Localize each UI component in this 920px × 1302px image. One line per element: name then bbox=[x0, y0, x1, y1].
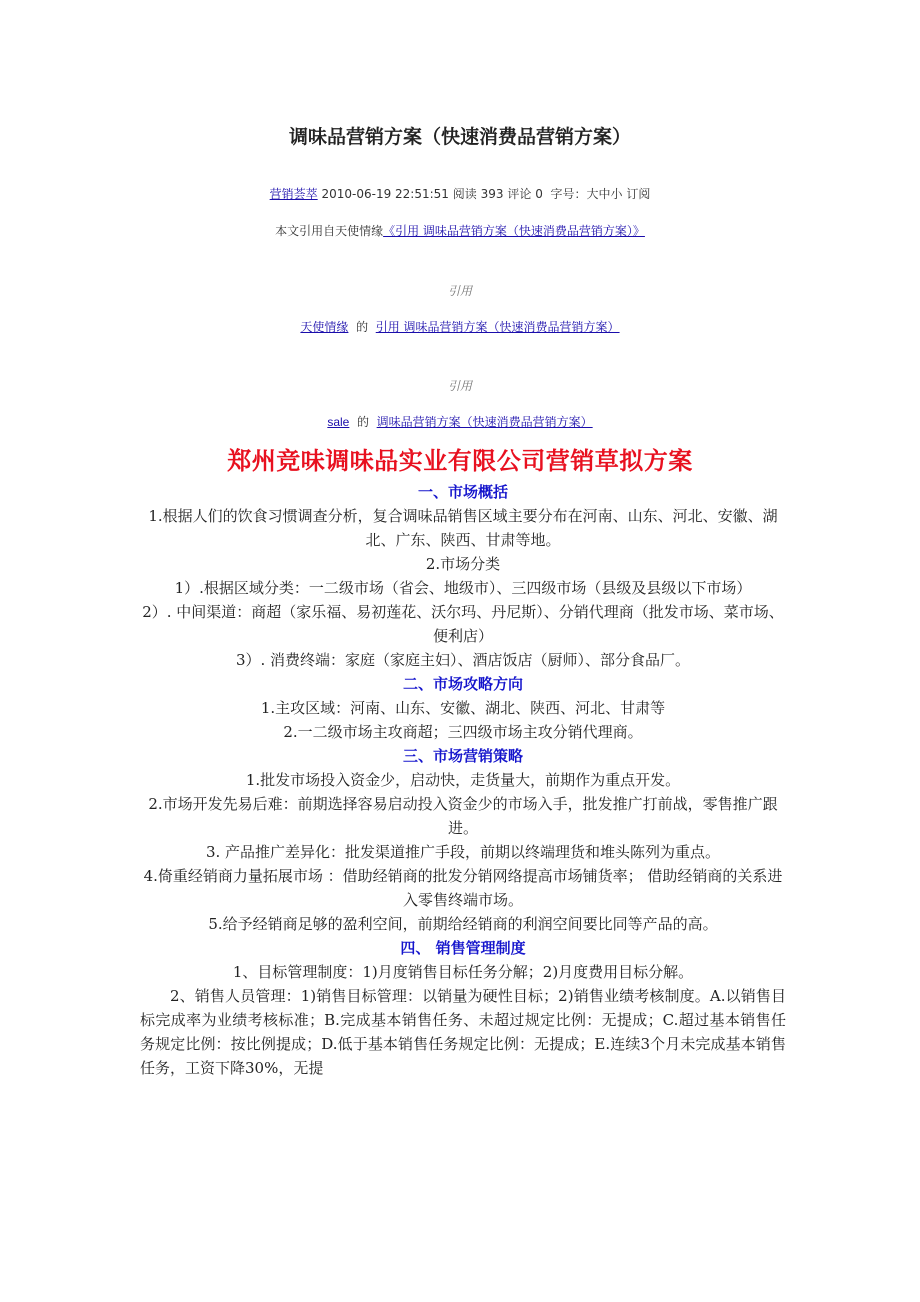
quote-of-1: 的 bbox=[356, 320, 369, 334]
section-heading: 三、市场营销策略 bbox=[402, 747, 523, 765]
quote-user-link-2[interactable]: sale bbox=[327, 415, 350, 429]
comment-count: 0 bbox=[535, 187, 543, 201]
quote-label-1: 引用 bbox=[447, 284, 472, 298]
quote-user-link-1[interactable]: 天使情缘 bbox=[300, 320, 349, 334]
paragraph: 2.一二级市场主攻商超；三四级市场主攻分销代理商。 bbox=[283, 723, 643, 741]
font-size-label: 字号： bbox=[550, 187, 587, 201]
quote-ref-2 bbox=[0, 413, 920, 430]
paragraph: 1、目标管理制度：1)月度销售目标任务分解；2)月度费用目标分解。 bbox=[232, 963, 694, 981]
paragraph: 2.市场分类 bbox=[425, 555, 501, 573]
paragraph: 1.主攻区域：河南、山东、安徽、湖北、陕西、河北、甘肃等 bbox=[260, 699, 666, 717]
paragraph: 5.给予经销商足够的盈利空间，前期给经销商的利润空间要比同等产品的高。 bbox=[208, 915, 718, 933]
paragraph: 2.市场开发先易后难：前期选择容易启动投入资金少的市场入手，批发推广打前战，零售推广跟进。 bbox=[148, 795, 778, 837]
paragraph: 1）.根据区域分类：一二级市场（省会、地级市）、三四级市场（县级及县级以下市场） bbox=[174, 579, 752, 597]
read-label: 阅读 bbox=[452, 187, 477, 201]
document-title: 郑州竞味调味品实业有限公司营销草拟方案 bbox=[227, 447, 693, 475]
author-link[interactable]: 营销荟萃 bbox=[269, 187, 318, 201]
paragraph: 4.倚重经销商力量拓展市场 ：借助经销商的批发分销网络提高市场铺货率； 借助经销商的关系进入零售终端市场。 bbox=[143, 867, 783, 909]
comment-label: 评论 bbox=[507, 187, 532, 201]
paragraph: 1.批发市场投入资金少，启动快，走货量大，前期作为重点开发。 bbox=[245, 771, 681, 789]
paragraph: 2、销售人员管理：1)销售目标管理：以销量为硬性目标；2)销售业绩考核制度。A.以销售目标完成率为业绩考核标准；B.完成基本销售任务、未超过规定比例：无提成；C.超过基本销售任务规定比例：按比例提成；D.低于基本销售任务规定比例：无提成；E.连续3个月未完成基本销售任务，工资下降30%，无提 bbox=[140, 987, 786, 1077]
paragraph: 2）. 中间渠道：商超（家乐福、易初莲花、沃尔玛、丹尼斯）、分销代理商（批发市场、菜市场、便利店） bbox=[142, 603, 784, 645]
quote-label-2: 引用 bbox=[447, 379, 472, 393]
citation-link[interactable]: 《引用 调味品营销方案（快速消费品营销方案）》 bbox=[383, 224, 645, 238]
paragraph: 3. 产品推广差异化：批发渠道推广手段，前期以终端理货和堆头陈列为重点。 bbox=[205, 843, 721, 861]
article-meta bbox=[0, 185, 920, 202]
quote-of-2: 的 bbox=[356, 415, 369, 429]
paragraph: 1.根据人们的饮食习惯调查分析，复合调味品销售区域主要分布在河南、山东、河北、安徽、湖北、广东、陕西、甘肃等地。 bbox=[148, 507, 778, 549]
citation-prefix: 本文引用自天使情缘 bbox=[275, 224, 384, 238]
quote-article-link-2[interactable]: 调味品营销方案（快速消费品营销方案） bbox=[376, 415, 593, 429]
article-title: 调味品营销方案（快速消费品营销方案） bbox=[288, 126, 631, 148]
section-heading: 二、市场攻略方向 bbox=[402, 675, 523, 693]
section-heading: 四、 销售管理制度 bbox=[400, 939, 526, 957]
paragraph: 3）. 消费终端：家庭（家庭主妇）、酒店饭店（厨师）、部分食品厂。 bbox=[235, 651, 691, 669]
subscribe-link[interactable]: 订阅 bbox=[626, 187, 651, 201]
section-heading: 一、市场概括 bbox=[417, 483, 508, 501]
read-count: 393 bbox=[480, 187, 504, 201]
post-datetime: 2010-06-19 22:51:51 bbox=[321, 187, 449, 201]
font-size-options[interactable]: 大中小 bbox=[586, 187, 623, 201]
document-body bbox=[140, 480, 786, 1080]
citation-line bbox=[0, 222, 920, 239]
quote-ref-1 bbox=[0, 318, 920, 335]
quote-article-link-1[interactable]: 引用 调味品营销方案（快速消费品营销方案） bbox=[375, 320, 620, 334]
